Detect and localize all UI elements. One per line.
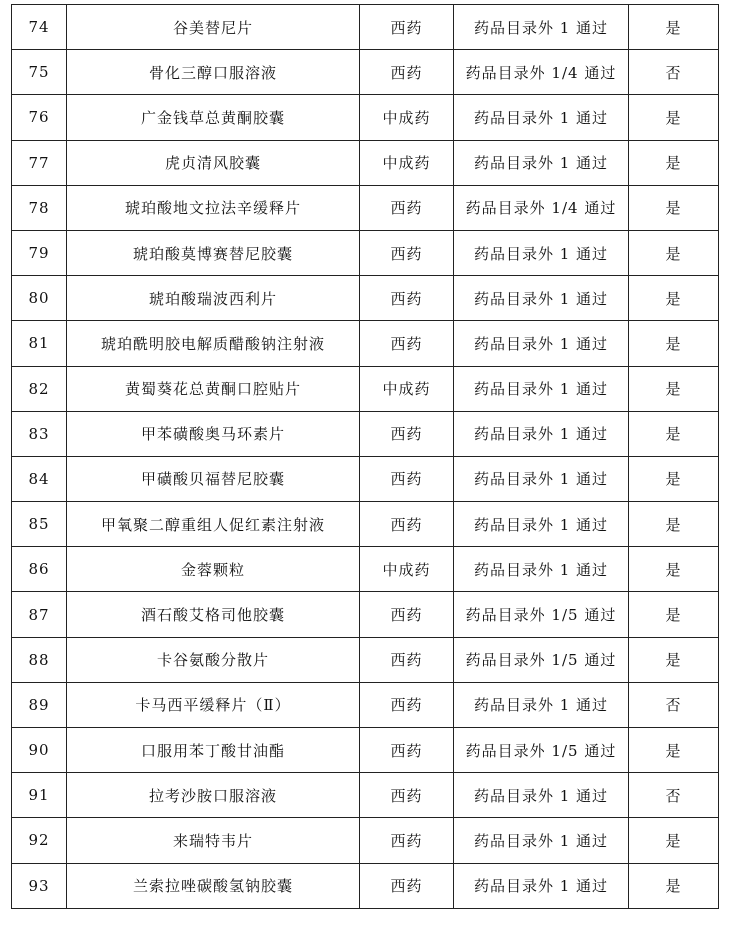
review-result: 药品目录外 1 通过: [454, 547, 629, 592]
review-result: 药品目录外 1/4 通过: [454, 185, 629, 230]
row-number: 74: [12, 5, 67, 50]
drug-name: 甲苯磺酸奥马环素片: [67, 411, 360, 456]
row-number: 87: [12, 592, 67, 637]
drug-type: 中成药: [360, 366, 454, 411]
drug-name: 来瑞特韦片: [67, 818, 360, 863]
pass-flag: 是: [629, 592, 719, 637]
pass-flag: 是: [629, 411, 719, 456]
row-number: 81: [12, 321, 67, 366]
table-row: [12, 230, 719, 275]
drug-type: 中成药: [360, 140, 454, 185]
review-result: 药品目录外 1 通过: [454, 863, 629, 908]
table-row: [12, 50, 719, 95]
row-number: 83: [12, 411, 67, 456]
drug-list-table: [11, 4, 719, 909]
drug-type: 西药: [360, 276, 454, 321]
drug-type: 西药: [360, 230, 454, 275]
row-number: 79: [12, 230, 67, 275]
table-row: [12, 5, 719, 50]
table-row: [12, 818, 719, 863]
table-row: [12, 140, 719, 185]
drug-type: 西药: [360, 456, 454, 501]
table-row: [12, 321, 719, 366]
review-result: 药品目录外 1 通过: [454, 95, 629, 140]
review-result: 药品目录外 1 通过: [454, 5, 629, 50]
table-row: [12, 592, 719, 637]
row-number: 75: [12, 50, 67, 95]
row-number: 93: [12, 863, 67, 908]
drug-type: 西药: [360, 773, 454, 818]
drug-type: 中成药: [360, 547, 454, 592]
review-result: 药品目录外 1 通过: [454, 366, 629, 411]
row-number: 89: [12, 682, 67, 727]
review-result: 药品目录外 1/5 通过: [454, 592, 629, 637]
review-result: 药品目录外 1/5 通过: [454, 637, 629, 682]
drug-type: 西药: [360, 321, 454, 366]
drug-name: 口服用苯丁酸甘油酯: [67, 728, 360, 773]
row-number: 77: [12, 140, 67, 185]
drug-type: 西药: [360, 818, 454, 863]
pass-flag: 是: [629, 140, 719, 185]
drug-name: 酒石酸艾格司他胶囊: [67, 592, 360, 637]
pass-flag: 是: [629, 95, 719, 140]
row-number: 88: [12, 637, 67, 682]
review-result: 药品目录外 1 通过: [454, 321, 629, 366]
table-row: [12, 773, 719, 818]
pass-flag: 是: [629, 863, 719, 908]
table-row: [12, 276, 719, 321]
drug-name: 琥珀酸瑞波西利片: [67, 276, 360, 321]
drug-type: 西药: [360, 50, 454, 95]
drug-name: 琥珀酸莫博赛替尼胶囊: [67, 230, 360, 275]
row-number: 84: [12, 456, 67, 501]
table-row: [12, 366, 719, 411]
drug-name: 卡马西平缓释片（Ⅱ）: [67, 682, 360, 727]
drug-type: 西药: [360, 185, 454, 230]
review-result: 药品目录外 1 通过: [454, 230, 629, 275]
row-number: 78: [12, 185, 67, 230]
review-result: 药品目录外 1 通过: [454, 502, 629, 547]
row-number: 85: [12, 502, 67, 547]
drug-name: 骨化三醇口服溶液: [67, 50, 360, 95]
drug-name: 拉考沙胺口服溶液: [67, 773, 360, 818]
drug-name: 黄蜀葵花总黄酮口腔贴片: [67, 366, 360, 411]
pass-flag: 是: [629, 818, 719, 863]
drug-name: 琥珀酸地文拉法辛缓释片: [67, 185, 360, 230]
drug-type: 中成药: [360, 95, 454, 140]
drug-name: 虎贞清风胶囊: [67, 140, 360, 185]
pass-flag: 是: [629, 456, 719, 501]
table-row: [12, 95, 719, 140]
table-row: [12, 863, 719, 908]
drug-name: 金蓉颗粒: [67, 547, 360, 592]
row-number: 92: [12, 818, 67, 863]
row-number: 91: [12, 773, 67, 818]
drug-type: 西药: [360, 592, 454, 637]
drug-type: 西药: [360, 728, 454, 773]
pass-flag: 是: [629, 502, 719, 547]
table-row: [12, 547, 719, 592]
table-row: [12, 682, 719, 727]
pass-flag: 否: [629, 773, 719, 818]
row-number: 80: [12, 276, 67, 321]
pass-flag: 是: [629, 5, 719, 50]
table-row: [12, 502, 719, 547]
pass-flag: 是: [629, 637, 719, 682]
review-result: 药品目录外 1 通过: [454, 411, 629, 456]
row-number: 82: [12, 366, 67, 411]
drug-name: 谷美替尼片: [67, 5, 360, 50]
row-number: 76: [12, 95, 67, 140]
table-row: [12, 411, 719, 456]
table-row: [12, 728, 719, 773]
review-result: 药品目录外 1/5 通过: [454, 728, 629, 773]
drug-type: 西药: [360, 411, 454, 456]
pass-flag: 否: [629, 682, 719, 727]
table-row: [12, 637, 719, 682]
table-row: [12, 456, 719, 501]
review-result: 药品目录外 1 通过: [454, 456, 629, 501]
pass-flag: 否: [629, 50, 719, 95]
drug-type: 西药: [360, 637, 454, 682]
pass-flag: 是: [629, 276, 719, 321]
drug-type: 西药: [360, 5, 454, 50]
drug-name: 卡谷氨酸分散片: [67, 637, 360, 682]
review-result: 药品目录外 1 通过: [454, 276, 629, 321]
review-result: 药品目录外 1 通过: [454, 818, 629, 863]
row-number: 86: [12, 547, 67, 592]
pass-flag: 是: [629, 728, 719, 773]
drug-name: 琥珀酰明胶电解质醋酸钠注射液: [67, 321, 360, 366]
drug-type: 西药: [360, 863, 454, 908]
review-result: 药品目录外 1 通过: [454, 773, 629, 818]
pass-flag: 是: [629, 185, 719, 230]
review-result: 药品目录外 1/4 通过: [454, 50, 629, 95]
review-result: 药品目录外 1 通过: [454, 140, 629, 185]
drug-name: 广金钱草总黄酮胶囊: [67, 95, 360, 140]
drug-name: 甲磺酸贝福替尼胶囊: [67, 456, 360, 501]
review-result: 药品目录外 1 通过: [454, 682, 629, 727]
drug-name: 兰索拉唑碳酸氢钠胶囊: [67, 863, 360, 908]
table-body: [12, 5, 719, 909]
table-row: [12, 185, 719, 230]
pass-flag: 是: [629, 547, 719, 592]
drug-type: 西药: [360, 502, 454, 547]
pass-flag: 是: [629, 321, 719, 366]
pass-flag: 是: [629, 230, 719, 275]
row-number: 90: [12, 728, 67, 773]
drug-name: 甲氧聚二醇重组人促红素注射液: [67, 502, 360, 547]
pass-flag: 是: [629, 366, 719, 411]
drug-type: 西药: [360, 682, 454, 727]
